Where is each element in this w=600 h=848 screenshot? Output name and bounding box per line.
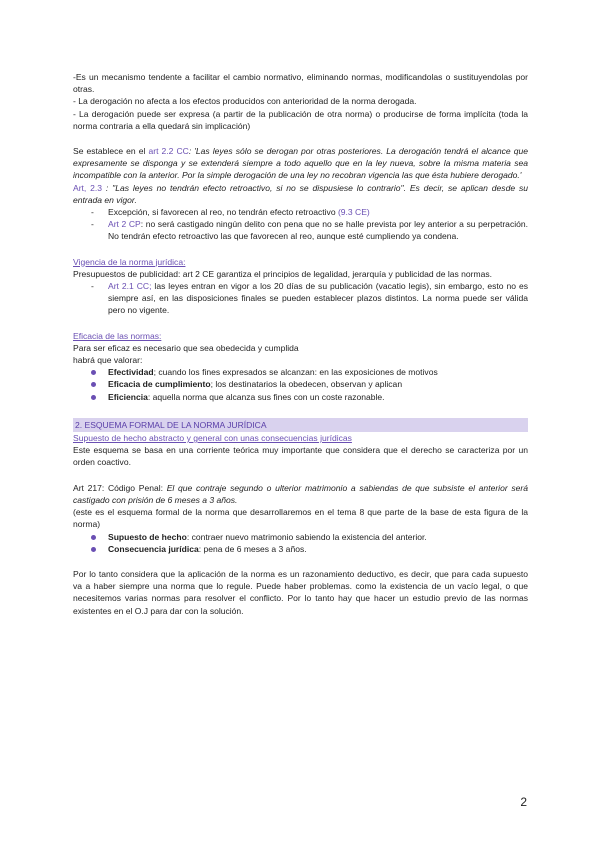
list-item-term: Efectividad bbox=[108, 367, 154, 378]
list-item-text: Excepción, si favorecen al reo, no tendrán efecto retroactivo bbox=[108, 207, 338, 218]
art-2-2-prefix: Se establece en el bbox=[73, 146, 149, 157]
list-item bbox=[73, 531, 528, 543]
list-item-ref: (9.3 CE) bbox=[337, 207, 370, 218]
eficacia-title: Eficacia de las normas: bbox=[73, 330, 162, 341]
list-item bbox=[73, 543, 528, 555]
section-2-text: Este esquema se basa en una corriente teórica muy importante que considera que el derecho se caracteriza por un orden coactivo. bbox=[73, 445, 528, 468]
art-217-note: (este es el esquema formal de la norma que desarrollaremos en el tema 8 que parte de la base de esta figura de la norma) bbox=[73, 507, 528, 530]
art-2-3-ref: Art, 2.3 bbox=[73, 182, 103, 193]
vigencia-title: Vigencia de la norma jurídica: bbox=[73, 256, 186, 267]
art-2-3-list bbox=[73, 206, 528, 243]
list-item bbox=[73, 366, 528, 378]
list-item-text: : contraer nuevo matrimonio sabiendo la existencia del anterior. bbox=[186, 531, 427, 542]
art-217-quote: El que contraje segundo o ulterior matrimonio a sabiendas de que subsiste el anterior será castigado con prisión de 6 meses a 3 años. bbox=[73, 482, 529, 505]
art-2-2-quote: : 'Las leyes sólo se derogan por otras posteriores. La derogación tendrá el alcance que expresamente se disponga y se extenderá siempre a todo aquello que en la ley nueva, sobre la misma materia sea incompatible con la anterior. Por la simple derogación de una ley no recobran vigencia las que ésta hubiere derogado.' bbox=[73, 146, 529, 181]
art-2-2-paragraph bbox=[73, 145, 528, 182]
list-item-term: Consecuencia jurídica bbox=[108, 543, 199, 554]
list-item-text: : pena de 6 meses a 3 años. bbox=[198, 543, 307, 554]
art-2-3-paragraph bbox=[73, 182, 528, 206]
list-item bbox=[73, 280, 528, 317]
list-item-ref: Art 2.1 CC; bbox=[108, 281, 152, 292]
list-item-term: Supuesto de hecho bbox=[108, 531, 187, 542]
art-217-paragraph bbox=[73, 482, 528, 506]
art-217-label: Art 217: Código Penal: bbox=[73, 482, 167, 493]
list-item bbox=[73, 378, 528, 390]
art-217-list bbox=[73, 531, 528, 555]
vigencia-list bbox=[73, 280, 528, 317]
list-item-text: : aquella norma que alcanza sus fines con un coste razonable. bbox=[147, 391, 385, 402]
intro-line-1: -Es un mecanismo tendente a facilitar el cambio normativo, eliminando normas, modificandolas o sustituyendolas por otras. bbox=[73, 72, 528, 95]
list-item bbox=[73, 218, 528, 242]
eficacia-line-1: Para ser eficaz es necesario que sea obedecida y cumplida bbox=[73, 342, 299, 353]
art-2-2-ref: art 2.2 CC bbox=[148, 146, 189, 157]
section-2-subtitle: Supuesto de hecho abstracto y general con unas consecuencias jurídicas bbox=[73, 433, 352, 444]
list-item-ref: Art 2 CP bbox=[108, 219, 141, 230]
eficacia-line-2: habrá que valorar: bbox=[73, 355, 143, 366]
list-item bbox=[73, 391, 528, 403]
intro-line-3: - La derogación puede ser expresa (a partir de la publicación de otra norma) o producirse de forma implícita (toda la norma contraria a ella quedará sin implicación) bbox=[73, 108, 528, 131]
list-item bbox=[73, 206, 528, 218]
intro-line-2: - La derogación no afecta a los efectos producidos con anterioridad de la norma derogada. bbox=[73, 96, 417, 107]
art-2-3-quote: : "Las leyes no tendrán efecto retroactivo, si no se dispusiese lo contrario". Es decir, se aplican desde su entrada en vigor. bbox=[73, 182, 528, 205]
eficacia-list bbox=[73, 366, 528, 403]
list-item-text: las leyes entran en vigor a los 20 días de su publicación (vacatio legis), sin embargo, esto no es siempre así, en las disposiciones finales se pueden establecer plazos distintos. La norma puede ser válida pero no vigente. bbox=[108, 281, 528, 316]
list-item-text: ; los destinatarios la obedecen, observan y aplican bbox=[210, 379, 403, 390]
page-number: 2 bbox=[520, 795, 527, 809]
section-2-heading: 2. ESQUEMA FORMAL DE LA NORMA JURÍDICA bbox=[73, 418, 528, 432]
list-item-term: Eficiencia bbox=[108, 391, 148, 402]
list-item-term: Eficacia de cumplimiento bbox=[108, 379, 211, 390]
document-page bbox=[73, 71, 528, 617]
conclusion-paragraph: Por lo tanto considera que la aplicación de la norma es un razonamiento deductivo, es decir, que para cada supuesto va a haber siempre una norma que lo regule. Puede haber problemas. como la existencia de un vacío legal, o que necesitemos varias normas para resolver el conflicto. Por lo tanto hay que hacer un estudio previo de las normas existentes en el O.J para dar con la solución. bbox=[73, 568, 528, 616]
list-item-text: : no será castigado ningún delito con pena que no se halle prevista por ley anterior a su perpetración. No tendrán efecto retroactivo las que favorecen al reo, aunque esté cumpliendo ya condena. bbox=[108, 219, 528, 242]
vigencia-text: Presupuestos de publicidad: art 2 CE garantiza el principios de legalidad, jerarquía y publicidad de las normas. bbox=[73, 268, 493, 279]
list-item-text: ; cuando los fines expresados se alcanzan: en las exposiciones de motivos bbox=[153, 367, 438, 378]
